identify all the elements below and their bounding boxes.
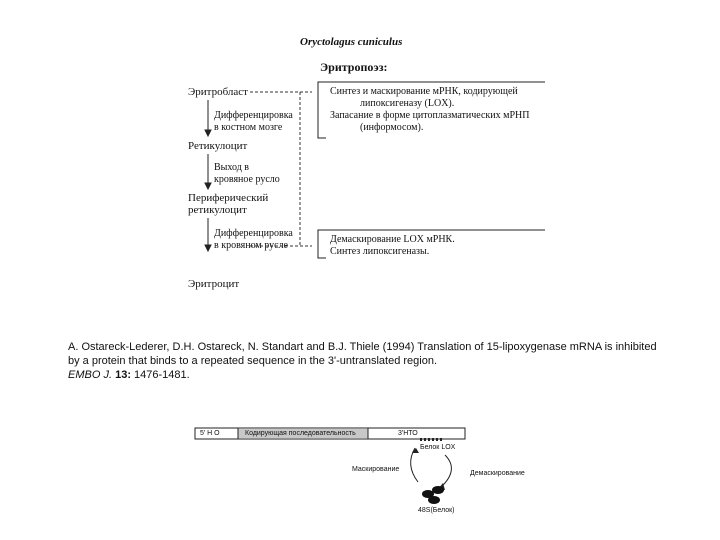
- stage-reticulocyte: Ретикулоцит: [188, 140, 248, 152]
- mrna-coding: Кодирующая последовательность: [245, 430, 356, 437]
- step-2-line-2: кровяное русло: [214, 174, 280, 185]
- step-1-line-2: в костном мозге: [214, 122, 283, 133]
- species-title: Oryctolagus cuniculus: [300, 36, 403, 48]
- stage-peripheral-2: ретикулоцит: [188, 204, 247, 216]
- step-3-line-2: в кровяном русле: [214, 240, 288, 251]
- stage-peripheral-1: Периферический: [188, 192, 269, 204]
- box1-line-4: (информосом).: [360, 122, 424, 133]
- stage-erythrocyte: Эритроцит: [188, 278, 240, 290]
- citation-volume: 13:: [115, 369, 131, 381]
- mrna-lox-label: Белок LOX: [420, 444, 456, 451]
- step-3-line-1: Дифференцировка: [214, 228, 293, 239]
- box2-line-2: Синтез липоксигеназы.: [330, 246, 430, 257]
- citation: [68, 340, 668, 382]
- box1-line-3: Запасание в форме цитоплазматических мРНП: [330, 110, 530, 121]
- process-title: Эритропоэз:: [320, 60, 388, 74]
- mrna-unmask-label: Демаскирование: [470, 470, 525, 477]
- box2-line-1: Демаскирование LOX мРНК.: [330, 234, 455, 245]
- mrna-ribo-label: 48S(Белок): [418, 507, 455, 514]
- mrna-5utr: 5' Н О: [200, 430, 220, 437]
- mrna-3utr: 3'НТО: [398, 430, 418, 437]
- stage-erythroblast: Эритробласт: [188, 86, 248, 98]
- box1-line-1: Синтез и маскирование мРНК, кодирующей: [330, 86, 518, 97]
- mrna-mask-label: Маскирование: [352, 466, 400, 473]
- citation-text: A. Ostareck-Lederer, D.H. Ostareck, N. Standart and B.J. Thiele (1994) Translation of 15-lipoxygenase mRNA is inhibited by a protein that binds to a repeated sequence in the 3'-untranslated region.: [68, 341, 657, 367]
- step-2-line-1: Выход в: [214, 162, 250, 173]
- step-1-line-1: Дифференцировка: [214, 110, 293, 121]
- box1-line-2: липоксигеназу (LOX).: [360, 98, 455, 109]
- citation-journal: EMBO J.: [68, 369, 113, 381]
- citation-pages: 1476-1481.: [134, 369, 190, 381]
